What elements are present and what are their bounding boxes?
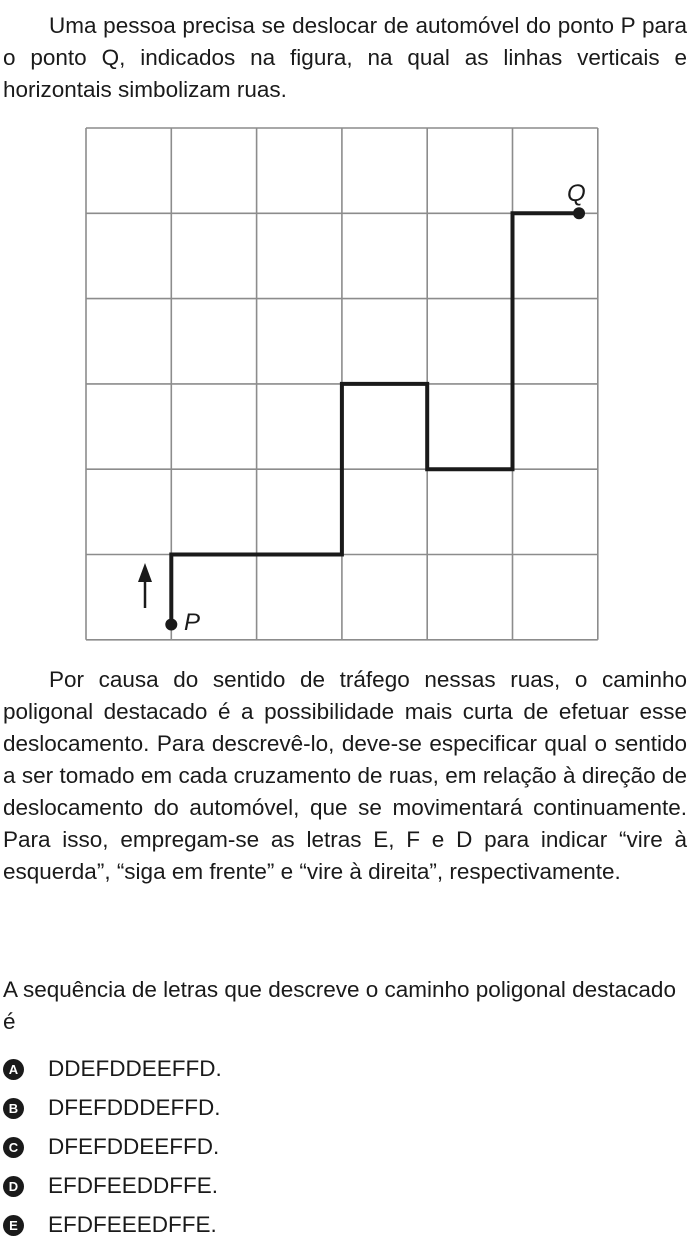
option-d-badge: D [3,1176,24,1197]
up-arrow-icon [138,563,152,608]
explanation-paragraph: Por causa do sentido de tráfego nessas ruas, o caminho poligonal destacado é a possibilidade mais curta de efetuar esse deslocamento. Para descrevê-lo, deve-se especificar qual o sentido a ser tomado em cada cruzamento de ruas, em relação à direção de deslocamento do automóvel, que se movimentará continuamente. Para isso, empregam-se as letras E, F e D para indicar “vire à esquerda”, “siga em frente” e “vire à direita”, respectivamente. [3,667,687,884]
option-b[interactable] [3,1094,221,1122]
option-a-text: DDEFDDEEFFD. [48,1056,222,1081]
option-c[interactable] [3,1133,219,1161]
option-a-badge: A [3,1059,24,1080]
point-p-label: P [184,609,201,636]
option-c-badge: C [3,1137,24,1158]
option-a[interactable] [3,1055,222,1083]
street-grid-figure [0,120,696,650]
option-e-badge: E [3,1215,24,1236]
option-c-text: DFEFDDEEFFD. [48,1134,220,1159]
option-e[interactable] [3,1211,217,1239]
point-q-label: Q [567,180,586,207]
option-d[interactable] [3,1172,218,1200]
question-stem: A sequência de letras que descreve o caminho poligonal destacado é [3,977,676,1034]
point-q-marker [573,207,585,219]
option-e-text: EFDFEEEDFFE. [48,1212,217,1237]
option-d-text: EFDFEEDDFFE. [48,1173,219,1198]
option-b-text: DFEFDDDEFFD. [48,1095,221,1120]
highlighted-route [171,213,579,624]
point-p-marker [165,618,177,630]
option-b-badge: B [3,1098,24,1119]
intro-paragraph: Uma pessoa precisa se deslocar de automóvel do ponto P para o ponto Q, indicados na figura, na qual as linhas verticais e horizontais simbolizam ruas. [3,13,687,102]
